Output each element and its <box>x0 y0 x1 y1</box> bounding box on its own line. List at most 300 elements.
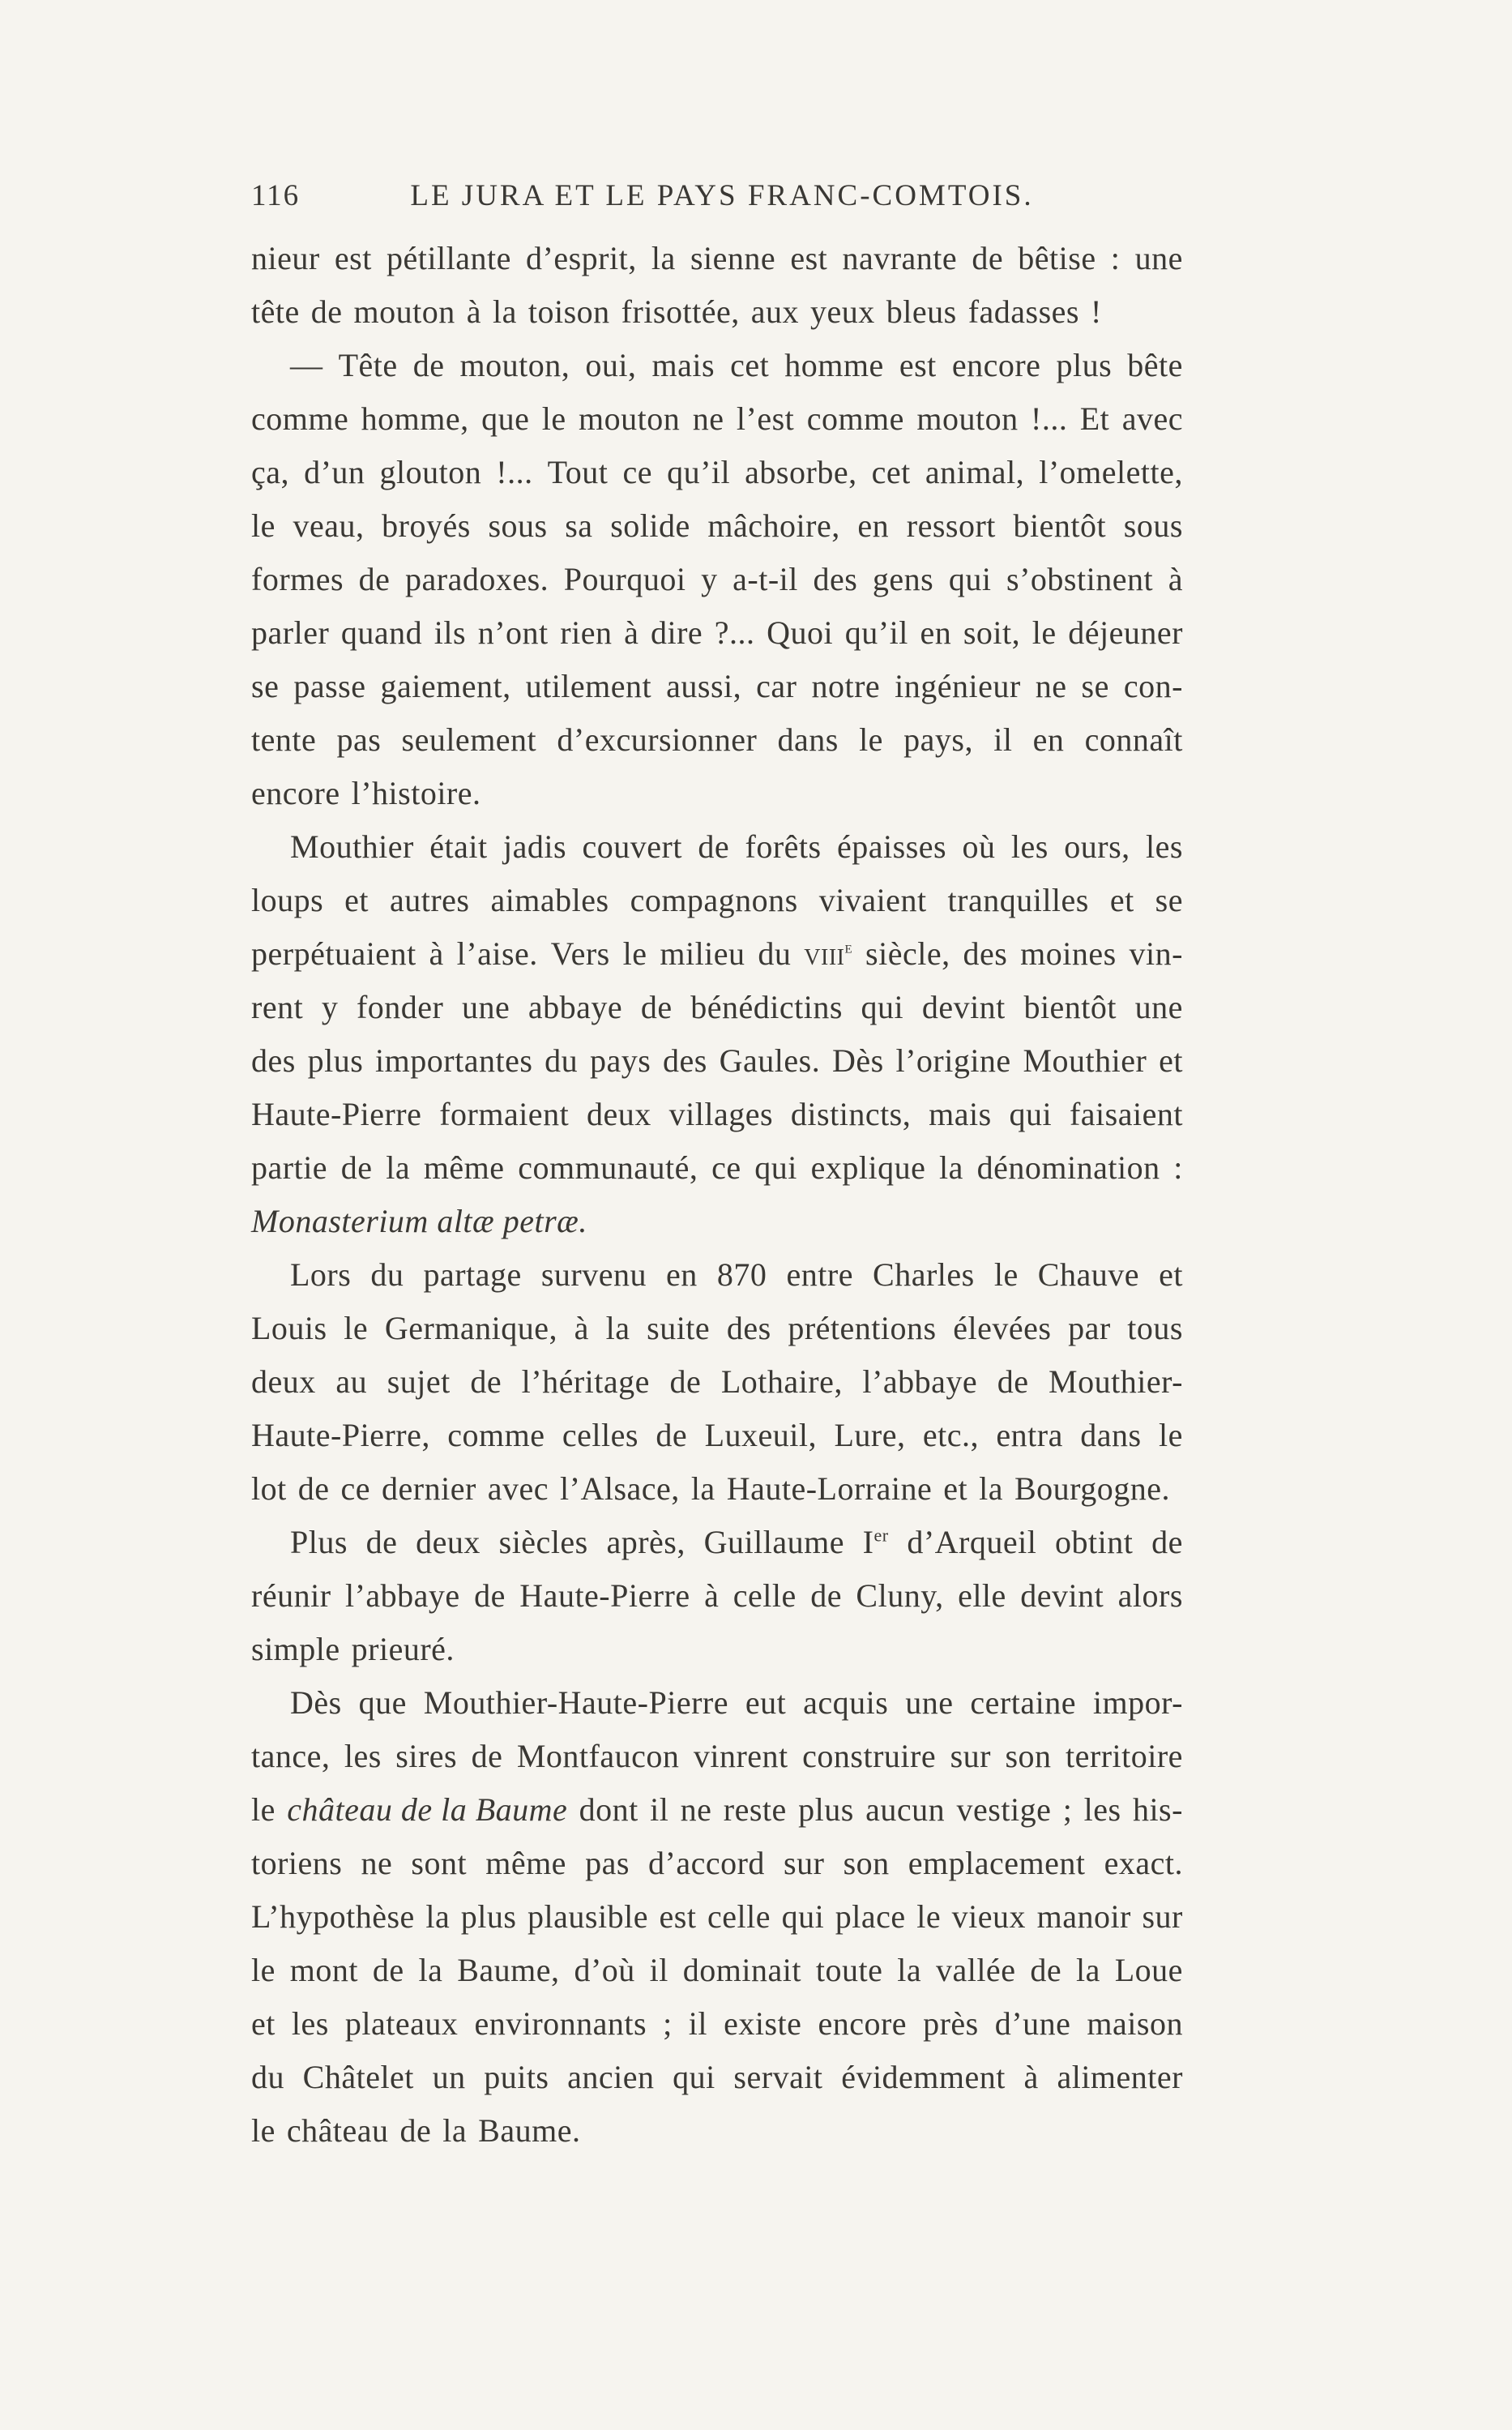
word: sont <box>411 1845 468 1881</box>
word: quand <box>340 614 423 651</box>
word: vinrent <box>693 1738 788 1774</box>
word: s’obstinent <box>1006 561 1154 597</box>
word: broyés <box>382 507 471 544</box>
word: tranquilles <box>947 882 1089 918</box>
word: deux <box>416 1524 481 1560</box>
word: le <box>993 1256 1019 1293</box>
word: moines <box>1020 935 1117 972</box>
word: alors <box>1117 1577 1183 1614</box>
word: avec <box>1121 400 1183 437</box>
word: tente <box>251 721 317 758</box>
word: la <box>493 293 517 330</box>
word: les <box>1146 828 1183 865</box>
word: soit, <box>963 614 1021 651</box>
word: Gaules. <box>719 1042 821 1079</box>
word: Bourgogne. <box>1014 1470 1170 1507</box>
word: pas <box>585 1845 630 1881</box>
word: et <box>251 2005 275 2042</box>
word: il <box>650 1791 669 1828</box>
word: qui <box>673 2059 715 2095</box>
word: Et <box>1079 400 1110 437</box>
word: des <box>663 1042 707 1079</box>
word: de <box>1151 1524 1183 1560</box>
word: fonder <box>356 989 444 1025</box>
word: etc., <box>922 1417 979 1453</box>
word: et <box>943 1470 968 1507</box>
word: sur <box>950 1738 991 1774</box>
word: sujet <box>387 1363 451 1400</box>
word: faisaient <box>1069 1096 1183 1132</box>
word: alimenter <box>1057 2059 1183 2095</box>
word: des <box>251 1042 296 1079</box>
latin-name: Monasterium altæ petræ. <box>251 1203 587 1239</box>
word: de <box>310 293 343 330</box>
text-line <box>251 1783 1183 1837</box>
word: obtint <box>1055 1524 1134 1560</box>
word: bénédictins <box>690 989 843 1025</box>
word: le <box>541 400 566 437</box>
running-title: LE JURA ET LE PAYS FRANC-COMTOIS. <box>410 179 1034 212</box>
word: Lors <box>290 1256 352 1293</box>
word: et <box>1159 1042 1183 1079</box>
word: en <box>920 614 952 651</box>
word: du <box>370 1256 404 1293</box>
text-line <box>251 713 1183 767</box>
word: du <box>251 2059 284 2095</box>
word: celles <box>562 1417 639 1453</box>
word: exact. <box>1104 1845 1183 1881</box>
word: qu’il <box>844 614 908 651</box>
word: simple <box>251 1631 340 1667</box>
word: l’origine <box>895 1042 1011 1079</box>
word: des <box>813 561 858 597</box>
text-line <box>251 285 1183 339</box>
word: solide <box>610 507 690 544</box>
word: mais <box>929 1096 992 1132</box>
text-line <box>251 820 1183 874</box>
word: nieur <box>251 240 320 276</box>
word: dans <box>777 721 839 758</box>
word: le <box>916 1898 942 1935</box>
word: vivaient <box>818 882 927 918</box>
word: ce <box>340 1470 371 1507</box>
word: la <box>605 1310 630 1346</box>
word: sous <box>488 507 548 544</box>
word: cet <box>871 454 911 490</box>
word: sienne <box>690 240 776 276</box>
word: Baume. <box>478 2112 581 2149</box>
word: l’abbaye <box>862 1363 978 1400</box>
word: et <box>1109 882 1134 918</box>
word: 870 <box>716 1256 767 1293</box>
word: l’est <box>736 400 795 437</box>
word: d’où <box>574 1952 635 1988</box>
word: réunir <box>251 1577 331 1614</box>
text-line <box>251 1837 1183 1890</box>
word: l’héritage <box>521 1363 650 1400</box>
word: la <box>979 1470 1003 1507</box>
word: deux <box>587 1096 651 1132</box>
word: d’Arqueil <box>907 1524 1037 1560</box>
word: des <box>963 935 1008 972</box>
word: vieux <box>951 1898 1027 1935</box>
word: dont <box>579 1791 639 1828</box>
word: dominait <box>682 1952 801 1988</box>
word: un <box>432 2059 466 2095</box>
word: emplacement <box>908 1845 1086 1881</box>
word: et <box>1159 1256 1183 1293</box>
word: homme <box>784 347 884 383</box>
word: servait <box>733 2059 823 2095</box>
text-line <box>251 553 1183 606</box>
text-line <box>251 1141 1183 1195</box>
word: Lothaire, <box>720 1363 843 1400</box>
word: ne <box>361 1845 393 1881</box>
text-line <box>251 1730 1183 1783</box>
word: élevées <box>953 1310 1052 1346</box>
word: — <box>290 347 323 383</box>
body-text <box>251 232 1183 2158</box>
word: Haute-Pierre, <box>251 1417 430 1453</box>
word: se <box>251 668 280 704</box>
word: suite <box>647 1310 711 1346</box>
word: celle <box>707 1898 771 1935</box>
word: entra <box>996 1417 1063 1453</box>
word: en <box>857 507 890 544</box>
word: y <box>321 989 339 1025</box>
word: à <box>704 1577 720 1614</box>
word: ingénieur <box>895 668 1021 704</box>
word: plus <box>307 1042 364 1079</box>
word: !... <box>1031 400 1068 437</box>
word: de <box>358 561 391 597</box>
word: connaît <box>1084 721 1183 758</box>
word: se <box>1155 882 1183 918</box>
text-line <box>251 1890 1183 1944</box>
word: épaisses <box>837 828 947 865</box>
page-number: 116 <box>251 179 301 212</box>
word: la <box>425 1898 451 1935</box>
word: Dès <box>290 1684 342 1721</box>
word: car <box>756 668 797 704</box>
word: sur <box>784 1845 825 1881</box>
text-line <box>251 2104 1183 2158</box>
word: toriens <box>251 1845 343 1881</box>
word: Vers <box>550 935 610 972</box>
word: rent <box>251 989 304 1025</box>
century-numeral: viii$^e$ <box>804 935 853 972</box>
text-line <box>251 499 1183 553</box>
word: que <box>358 1684 407 1721</box>
word: Plus <box>290 1524 348 1560</box>
word: d’un <box>304 454 365 490</box>
word: en <box>666 1256 698 1293</box>
word: à <box>466 293 481 330</box>
word: son <box>843 1845 890 1881</box>
word: certaine <box>970 1684 1076 1721</box>
word: il <box>688 2005 708 2042</box>
word: tance, <box>251 1738 331 1774</box>
word: la <box>897 1952 922 1988</box>
word: homme, <box>361 400 469 437</box>
word: à <box>429 935 444 972</box>
word: qu’il <box>667 454 731 490</box>
word: d’accord <box>648 1845 765 1881</box>
word: d’une <box>994 2005 1071 2042</box>
word: Charles <box>873 1256 975 1293</box>
word: une <box>462 989 510 1025</box>
word: Baume, <box>457 1952 560 1988</box>
word: près <box>923 2005 979 2042</box>
word: de <box>972 240 1004 276</box>
word: l’histoire. <box>351 775 481 811</box>
word: dernier <box>382 1470 476 1507</box>
word: : <box>1173 1149 1183 1186</box>
word: Quoi <box>767 614 834 651</box>
word: où <box>962 828 996 865</box>
word: château <box>286 2112 389 2149</box>
word: sa <box>565 507 593 544</box>
word: Tout <box>547 454 609 490</box>
word: bientôt <box>1013 507 1107 544</box>
word: mais <box>651 347 715 383</box>
word: : <box>1110 240 1121 276</box>
word: construire <box>802 1738 937 1774</box>
word: d’esprit, <box>526 240 637 276</box>
word: l’Alsace, <box>560 1470 680 1507</box>
word: qui <box>754 1149 797 1186</box>
word: autres <box>389 882 470 918</box>
text-line <box>251 1623 1183 1676</box>
word: place <box>835 1898 906 1935</box>
word: animal, <box>925 454 1025 490</box>
word: encore <box>251 775 340 811</box>
word: Haute-Pierre <box>519 1577 690 1614</box>
text-line <box>251 606 1183 660</box>
word: le <box>251 1791 275 1828</box>
word: avec <box>487 1470 549 1507</box>
word: prieuré. <box>351 1631 455 1667</box>
word: y <box>701 561 718 597</box>
text-line <box>251 1676 1183 1730</box>
word: il <box>649 1952 668 1988</box>
word: aussi, <box>666 668 742 704</box>
word: le <box>344 1310 369 1346</box>
word: sur <box>1142 1898 1183 1935</box>
word: paradoxes. <box>405 561 549 597</box>
word: gaiement, <box>380 668 511 704</box>
text-line <box>251 446 1183 499</box>
word: une <box>1134 989 1183 1025</box>
word: entre <box>786 1256 853 1293</box>
word: du <box>758 935 792 972</box>
word: une <box>1134 240 1183 276</box>
word: a-t-il <box>733 561 798 597</box>
word: l’aise. <box>456 935 538 972</box>
word: aux <box>750 293 799 330</box>
word: devint <box>921 989 1006 1025</box>
word: Mouthier <box>290 828 414 865</box>
word: se <box>1081 668 1109 704</box>
word: est <box>790 240 828 276</box>
word: Montfaucon <box>516 1738 680 1774</box>
word: même <box>423 1149 505 1186</box>
word: tête <box>251 293 300 330</box>
text-line <box>251 392 1183 446</box>
word: yeux <box>810 293 875 330</box>
word: ne <box>692 400 724 437</box>
word: ?... <box>714 614 755 651</box>
word: survenu <box>540 1256 647 1293</box>
text-line <box>251 767 1183 820</box>
word: des <box>726 1310 771 1346</box>
word: n’ont <box>477 614 549 651</box>
word: de <box>412 347 445 383</box>
word: formaient <box>439 1096 570 1132</box>
word: comme <box>447 1417 545 1453</box>
word: de <box>656 1417 688 1453</box>
word: de <box>997 1363 1029 1400</box>
word: Haute-Pierre <box>251 1096 422 1132</box>
word: Luxeuil, <box>704 1417 818 1453</box>
word: villages <box>668 1096 774 1132</box>
word: impor- <box>1092 1684 1183 1721</box>
word: prétentions <box>788 1310 937 1346</box>
word: his- <box>1132 1791 1183 1828</box>
word: que <box>481 400 530 437</box>
word: aucun <box>865 1791 946 1828</box>
word: encore <box>818 2005 908 2042</box>
word: passe <box>293 668 366 704</box>
word: sous <box>1123 507 1183 544</box>
word: aimables <box>490 882 609 918</box>
word: dans <box>1080 1417 1142 1453</box>
word: de <box>698 828 730 865</box>
word: du <box>545 1042 579 1079</box>
text-line <box>251 1088 1183 1141</box>
word: est <box>899 347 937 383</box>
word: eut <box>745 1684 787 1721</box>
word: le <box>859 721 883 758</box>
word: !... <box>496 454 533 490</box>
word: importantes <box>375 1042 533 1079</box>
word: de <box>470 1363 502 1400</box>
text-line <box>251 1997 1183 2051</box>
word: l’abbaye <box>344 1577 460 1614</box>
word: qui <box>1009 1096 1053 1132</box>
word: mouton <box>579 400 681 437</box>
word: utilement <box>525 668 652 704</box>
word: puits <box>484 2059 549 2095</box>
text-line <box>251 2051 1183 2104</box>
word: existe <box>724 2005 802 2042</box>
word: sires <box>395 1738 458 1774</box>
word: encore <box>951 347 1041 383</box>
word: à <box>574 1310 589 1346</box>
word: plausible <box>527 1898 648 1935</box>
word: mouton, <box>459 347 570 383</box>
word: mont <box>289 1952 358 1988</box>
text-line <box>251 660 1183 713</box>
word: de <box>640 989 673 1025</box>
word: Dès <box>831 1042 884 1079</box>
word: distincts, <box>790 1096 912 1132</box>
word: de <box>471 1738 503 1774</box>
word: il <box>993 721 1013 758</box>
word: comme <box>251 400 349 437</box>
word: ours, <box>1064 828 1130 865</box>
word: ne <box>680 1791 712 1828</box>
word: pays, <box>903 721 973 758</box>
text-line <box>251 1462 1183 1516</box>
word: ça, <box>251 454 290 490</box>
word: seulement <box>401 721 537 758</box>
text-line <box>251 1409 1183 1462</box>
word: tous <box>1127 1310 1183 1346</box>
word: de <box>810 1577 842 1614</box>
text-line <box>251 874 1183 927</box>
word: Germanique, <box>384 1310 558 1346</box>
word: le <box>251 1952 275 1988</box>
word: formes <box>251 561 344 597</box>
word: environnants <box>474 2005 647 2042</box>
word: maison <box>1087 2005 1183 2042</box>
word: de <box>365 1524 398 1560</box>
text-line <box>251 1516 1183 1569</box>
word: ; <box>1062 1791 1073 1828</box>
word: déjeuner <box>1068 614 1183 651</box>
word: à <box>624 614 639 651</box>
word: de <box>474 1577 506 1614</box>
word: la <box>386 1149 411 1186</box>
word: partie <box>251 1149 328 1186</box>
word: était <box>429 828 488 865</box>
word: une <box>905 1684 954 1721</box>
word: Mouthier-Haute-Pierre <box>423 1684 728 1721</box>
word: con- <box>1123 668 1183 704</box>
word: Mouthier <box>1023 1042 1147 1079</box>
word: même <box>485 1845 566 1881</box>
word: pas <box>336 721 382 758</box>
word: d’excursionner <box>557 721 758 758</box>
word: le <box>251 507 275 544</box>
word: fadasses <box>967 293 1079 330</box>
word: les <box>344 1738 382 1774</box>
word: devint <box>1020 1577 1104 1614</box>
word: pétillante <box>387 240 511 276</box>
word: à <box>1023 2059 1039 2095</box>
word: après, <box>606 1524 686 1560</box>
word: la <box>651 240 676 276</box>
word: dénomination <box>976 1149 1160 1186</box>
word: partage <box>423 1256 522 1293</box>
word: Lure, <box>834 1417 906 1453</box>
word: vallée <box>935 1952 1016 1988</box>
word: Guillaume <box>703 1524 844 1560</box>
word: compagnons <box>630 882 798 918</box>
word: la <box>1075 1952 1100 1988</box>
word: Châtelet <box>302 2059 414 2095</box>
word: L’hypothèse <box>251 1898 415 1935</box>
regnal-numeral: Ier <box>862 1524 889 1560</box>
word: qui <box>948 561 992 597</box>
word: ! <box>1090 293 1102 330</box>
text-line <box>251 1569 1183 1623</box>
word: les <box>1010 828 1049 865</box>
word: toute <box>815 1952 883 1988</box>
word: celle <box>733 1577 797 1614</box>
word: explique <box>810 1149 926 1186</box>
